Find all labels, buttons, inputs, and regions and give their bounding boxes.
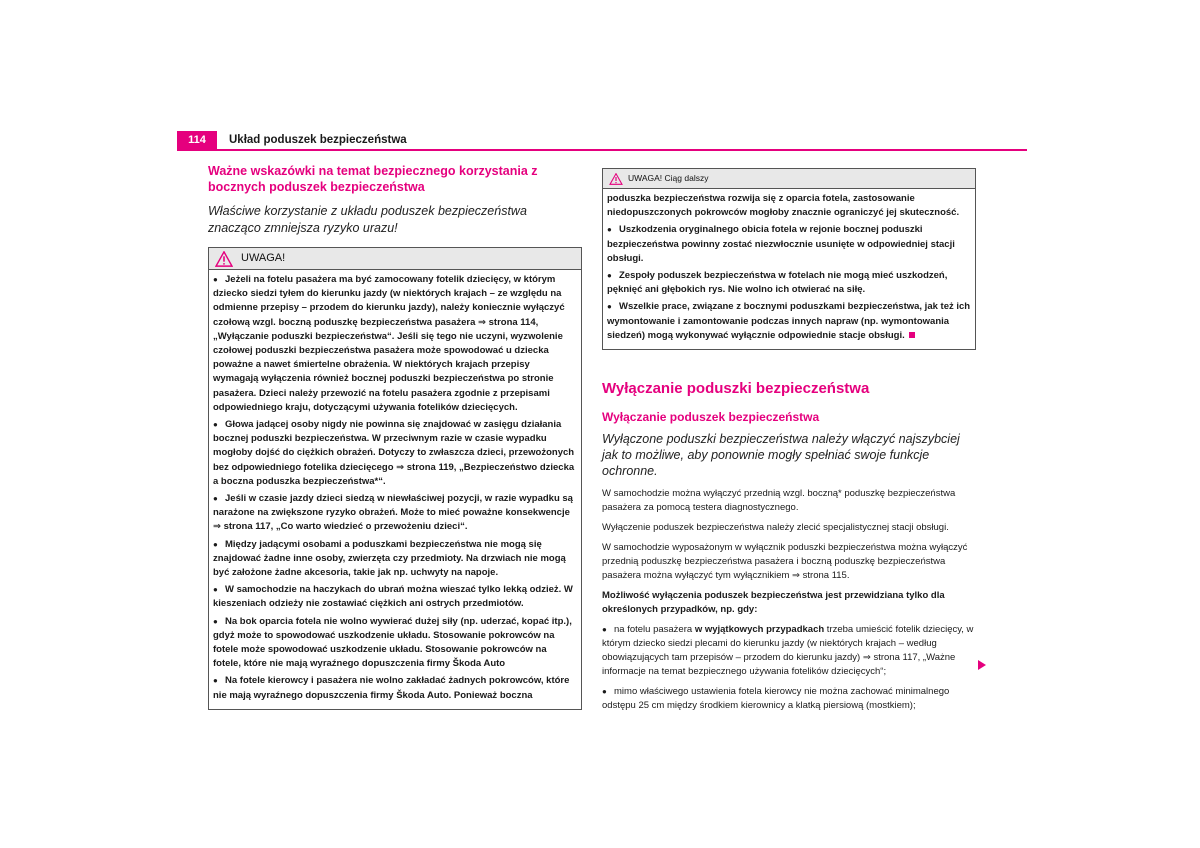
warning-triangle-icon [609,173,623,185]
continue-arrow-icon [978,660,986,670]
list-item: ● mimo właściwego ustawienia fotela kierowcy nie można zachować minimalnego odstępu 25 cm między środkiem kierownicy a klatką piersiową (mostkiem); [602,685,976,713]
right-column [602,168,976,719]
subsection-intro: Wyłączone poduszki bezpieczeństwa należy włączyć najszybciej jak to możliwe, aby ponownie mogły spełniać swoje funkcje ochronne. [602,432,960,479]
section-heading: Wyłączanie poduszki bezpieczeństwa [602,380,870,398]
section-intro: Właściwe korzystanie z układu poduszek bezpieczeństwa znacząco zmniejsza ryzyko urazu! [208,204,527,235]
subsection-heading: Wyłączanie poduszek bezpieczeństwa [602,410,820,425]
page-number: 114 [177,131,217,149]
warning-continued-title: UWAGA! Ciąg dalszy [628,173,709,184]
section-title: Ważne wskazówki na temat bezpiecznego korzystania z bocznych poduszek bezpieczeństwa [208,164,538,194]
warning-title: UWAGA! [241,252,286,265]
header-divider [177,149,1027,151]
warning-continued-header [603,169,975,189]
chapter-title: Układ poduszek bezpieczeństwa [229,134,407,146]
warning-item-text: Wszelkie prace, związane z bocznymi poduszkami bezpieczeństwa, jak też ich wymontowanie i zamontowanie podczas innych napraw (np. wymontowania siedzeń) mogą wykonywać wyłącznie odpowiednie stacje obsługi. [607,301,971,341]
body-paragraph: Wyłączenie poduszek bezpieczeństwa należy zlecić specjalistycznej stacji obsługi. [602,522,949,534]
warning-header [209,248,581,270]
warning-item: ● Zespoły poduszek bezpieczeństwa w fotelach nie mogą mieć uszkodzeń, pęknięć ani głębokich rys. Nie wolno ich otwierać na siłę. [607,269,971,297]
list-item-text: na fotelu pasażera [614,624,695,636]
warning-item: ● Jeśli w czasie jazdy dzieci siedzą w niewłaściwej pozycji, w razie wypadku są narażone na zwiększone ryzyko obrażeń. Może to mieć poważne konsekwencje ⇒ strona 117, „Co warto wiedzieć o przewożeniu dzieci“. [213,492,577,535]
warning-item: ● W samochodzie na haczykach do ubrań można wieszać tylko lekką odzież. W kieszeniach odzieży nie zostawiać ciężkich ani ostrych przedmiotów. [213,583,577,611]
warning-continued-body [603,189,975,349]
warning-box [208,247,582,710]
warning-continued-text: poduszka bezpieczeństwa rozwija się z oparcia fotela, zastosowanie niedopuszczonych pokrowców mogłoby znacznie ograniczyć jej skuteczność. [607,193,960,219]
warning-item: ● Na fotele kierowcy i pasażera nie wolno zakładać żadnych pokrowców, które nie mają wyraźnego dopuszczenia firmy Škoda Auto. Ponieważ boczna [213,674,577,702]
warning-item: ● Między jadącymi osobami a poduszkami bezpieczeństwa nie mogą się znajdować żadne inne osoby, zwierzęta czy przedmioty. Na drzwiach nie mogą być założone żadne akcesoria, takie jak np. uchwyty na napoje. [213,538,577,581]
body-paragraph-bold: Możliwość wyłączenia poduszek bezpieczeństwa jest przewidziana tylko dla określonych przypadków, np. gdy: [602,590,945,616]
warning-body [209,270,581,709]
warning-item: ● Uszkodzenia oryginalnego obicia fotela w rejonie bocznej poduszki bezpieczeństwa powinny zostać niezwłocznie usunięte w odpowiedniej stacji obsługi. [607,223,971,266]
end-of-warning-icon [909,332,915,338]
warning-item: ● Na bok oparcia fotela nie wolno wywierać dużej siły (np. uderzać, kopać itp.), gdyż może to spowodować uszkodzenie układu. Stosowanie pokrowców na fotele może spowodować uszkodzenie układu. Stosowanie pokrowców na fotele, które nie mają wyraźnego dopuszczenia firmy Škoda Auto [213,615,577,672]
list-item-emphasis: w wyjątkowych przypadkach [694,624,825,636]
list-item-text: trzeba umieścić fotelik dziecięcy, w którym dziecko siedzi plecami do kierunku jazdy (w niektórych krajach – według obowiązujących tam przepisów – przodem do kierunku jazdy) ⇒ strona 117, „Ważne informacje na temat bezpiecznego używania fotelików dziecięcych“; [602,624,974,678]
warning-item: ● Jeżeli na fotelu pasażera ma być zamocowany fotelik dziecięcy, w którym dziecko siedzi tyłem do kierunku jazdy (w niektórych krajach – ze względu na odmienne przepisy – przodem do kierunku jazdy), należy koniecznie wyłączyć czołową wzgl. boczną poduszkę bezpieczeństwa pasażera ⇒ strona 114, „Wyłączanie poduszki bezpieczeństwa“. Jeśli się tego nie uczyni, wyzwolenie czołowej poduszki bezpieczeństwa pasażera może spowodować u dziecka poważne a nawet śmiertelne obrażenia. W niektórych krajach przepisy wymagają wyłączenia również bocznej poduszki bezpieczeństwa po stronie pasażera. Dzieci należy przewozić na fotelu pasażera zgodnie z przepisami odpowiedniego kraju, dotyczącymi używania fotelików dziecięcych. [213,273,577,415]
warning-item-last [607,300,971,343]
warning-item: ● Głowa jadącej osoby nigdy nie powinna się znajdować w zasięgu działania bocznej poduszki bezpieczeństwa. W przeciwnym razie w czasie wypadku mogłoby dojść do ciężkich obrażeń. Dotyczy to zwłaszcza dzieci, przewożonych bez odpowiedniego fotelika dziecięcego ⇒ strona 119, „Bezpieczeństwo dziecka a boczna poduszka bezpieczeństwa*“. [213,418,577,489]
warning-continued-box [602,168,976,350]
warning-triangle-icon [215,251,233,267]
left-column [208,163,582,710]
body-paragraph: W samochodzie wyposażonym w wyłącznik poduszki bezpieczeństwa można wyłączyć przednią poduszkę bezpieczeństwa pasażera i boczną poduszkę bezpieczeństwa pasażera można wyłączyć tym wyłącznikiem ⇒ strona 115. [602,542,968,582]
body-paragraph: W samochodzie można wyłączyć przednią wzgl. boczną* poduszkę bezpieczeństwa pasażera za pomocą testera diagnostycznego. [602,488,956,514]
list-item [602,623,976,679]
